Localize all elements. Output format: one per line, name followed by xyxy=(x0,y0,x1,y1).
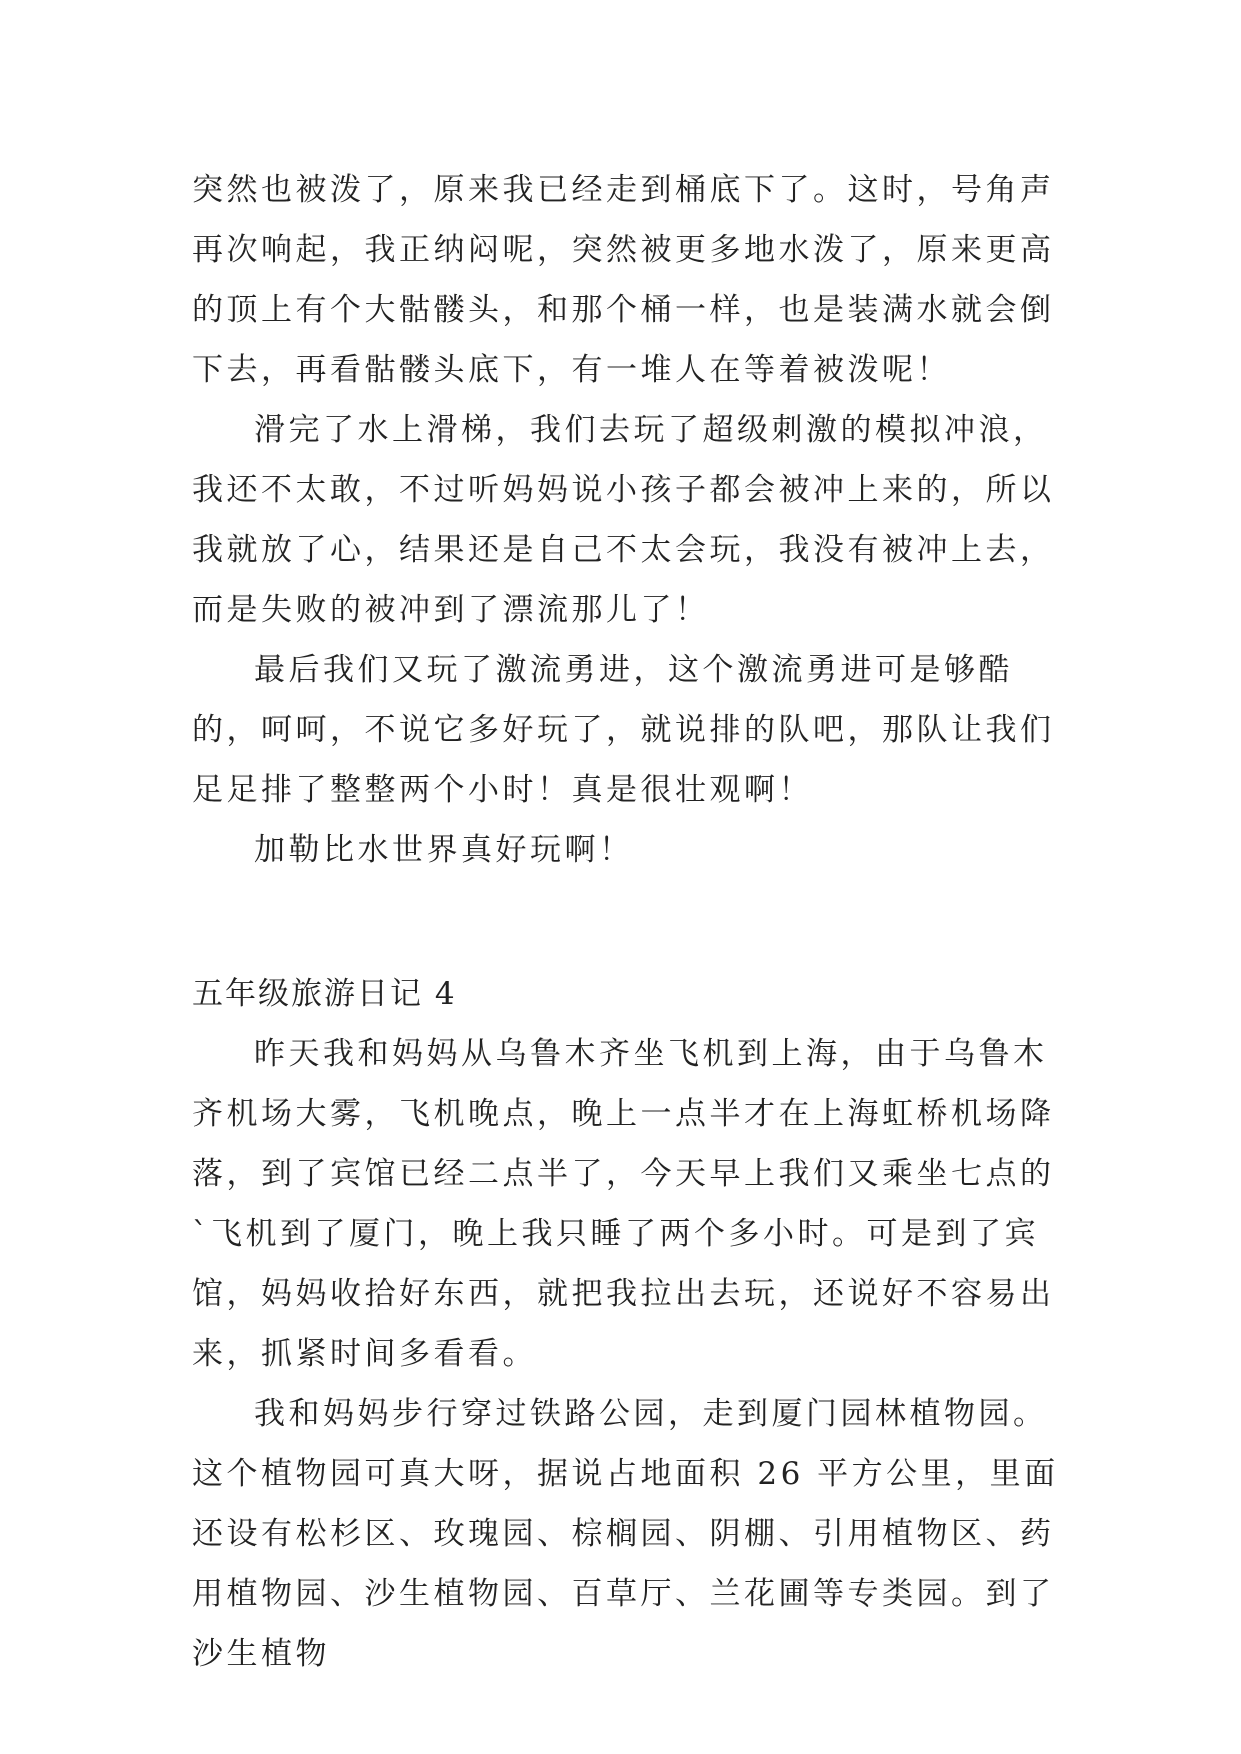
paragraph: 加勒比水世界真好玩啊！ xyxy=(254,832,634,868)
paragraph: 我和妈妈步行穿过铁路公园，走到厦门园林植物园。这个植物园可真大呀，据说占地面积 26 平方公里，里面还设有松杉区、玫瑰园、棕榈园、阴棚、引用植物区、药用植物园、沙生植物园、百草厅、兰花圃等专类园。到了沙生植物 xyxy=(192,1396,1059,1672)
paragraph: 昨天我和妈妈从乌鲁木齐坐飞机到上海，由于乌鲁木齐机场大雾，飞机晚点，晚上一点半才在上海虹桥机场降落，到了宾馆已经二点半了，今天早上我们又乘坐七点的`飞机到了厦门，晚上我只睡了两个多小时。可是到了宾馆，妈妈收拾好东西，就把我拉出去玩，还说好不容易出来，抓紧时间多看看。 xyxy=(192,1036,1055,1372)
paragraph: 最后我们又玩了激流勇进，这个激流勇进可是够酷的，呵呵，不说它多好玩了，就说排的队吧，那队让我们足足排了整整两个小时！真是很壮观啊！ xyxy=(192,652,1055,808)
document-body xyxy=(192,160,1064,1684)
section-title: 五年级旅游日记 4 xyxy=(192,976,457,1012)
paragraph-continued: 突然也被泼了，原来我已经走到桶底下了。这时，号角声再次响起，我正纳闷呢，突然被更多地水泼了，原来更高的顶上有个大骷髅头，和那个桶一样，也是装满水就会倒下去，再看骷髅头底下，有一堆人在等着被泼呢！ xyxy=(192,172,1055,388)
paragraph: 滑完了水上滑梯，我们去玩了超级刺激的模拟冲浪，我还不太敢，不过听妈妈说小孩子都会被冲上来的，所以我就放了心，结果还是自己不太会玩，我没有被冲上去，而是失败的被冲到了漂流那儿了！ xyxy=(192,412,1055,628)
